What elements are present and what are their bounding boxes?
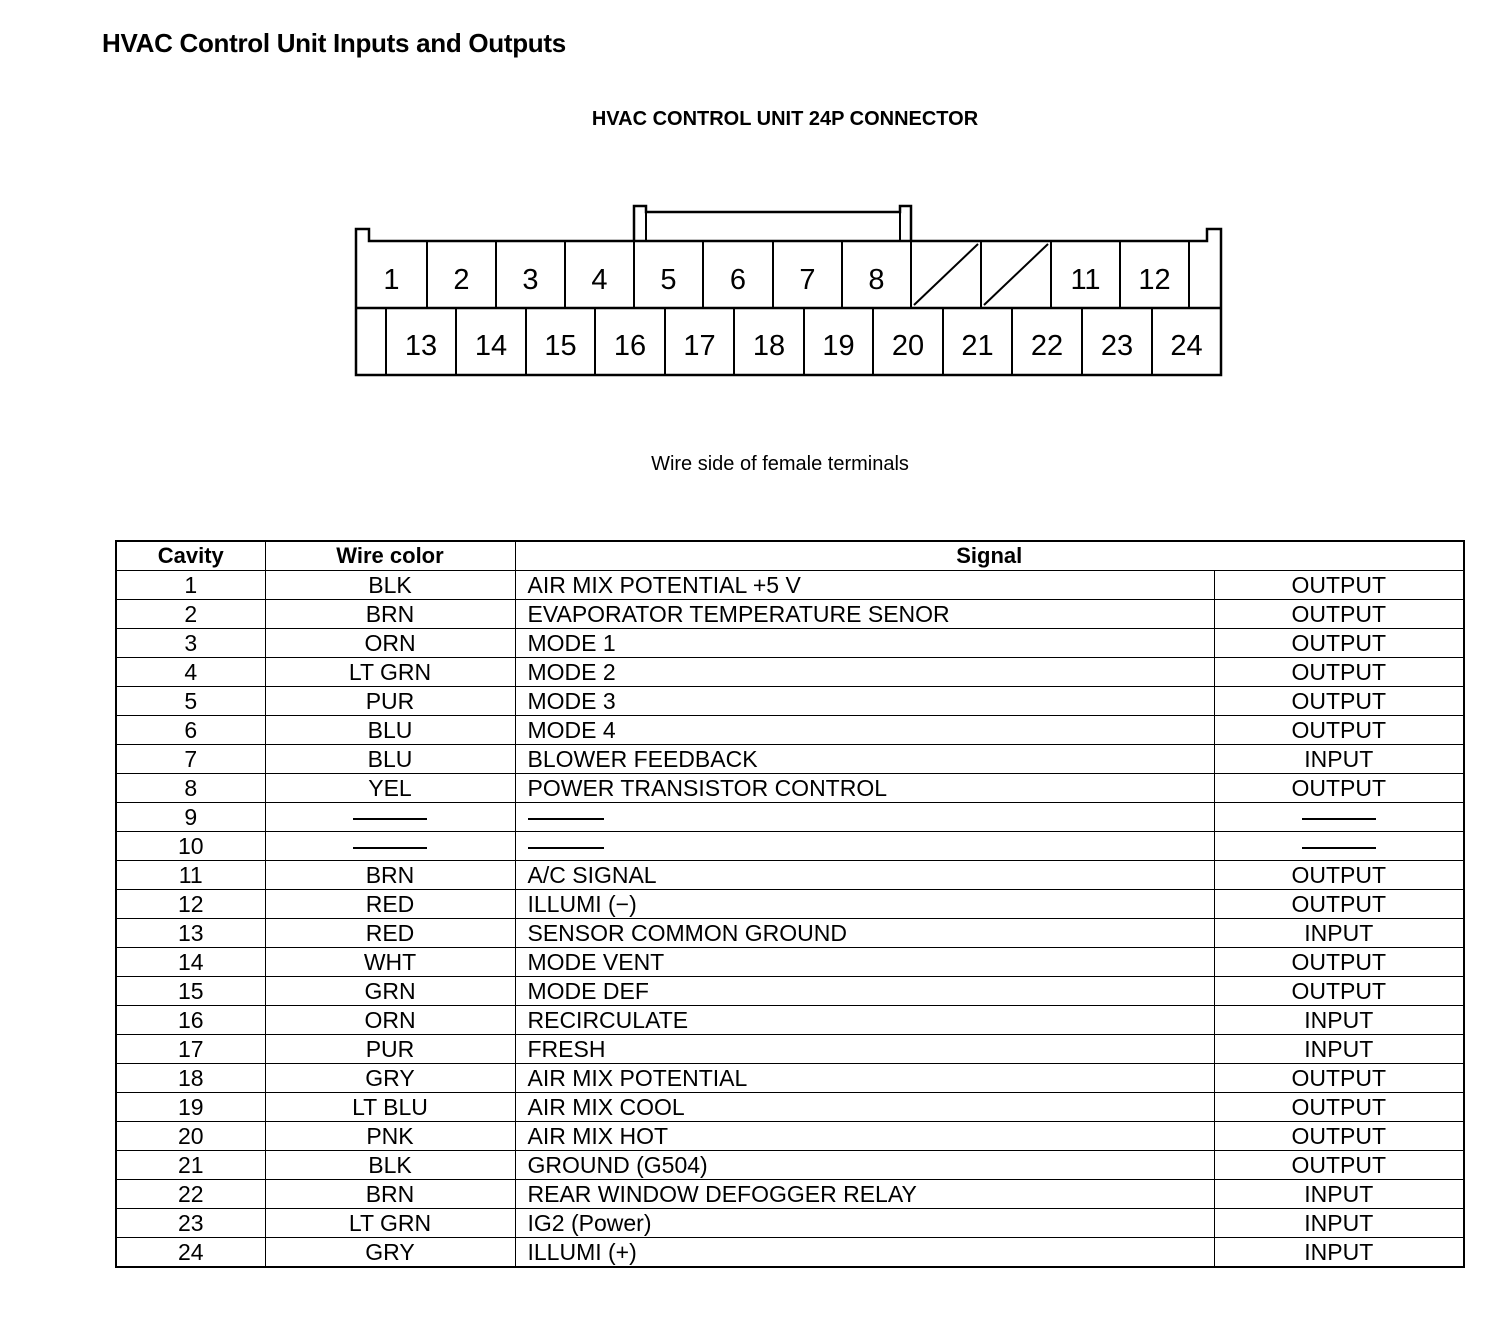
cavity-label-21: 21 — [961, 330, 994, 362]
header-signal: Signal — [515, 541, 1464, 571]
cavity-label-18: 18 — [752, 330, 786, 362]
table-row — [116, 774, 1464, 803]
table-row — [116, 1180, 1464, 1209]
cavity-label-2: 2 — [453, 264, 470, 296]
cavity-cell: 15 — [116, 977, 265, 1006]
table-row — [116, 745, 1464, 774]
io-cell: INPUT — [1214, 919, 1464, 948]
signal-cell: A/C SIGNAL — [515, 861, 1214, 890]
wire-color-cell: GRY — [265, 1064, 515, 1093]
cavity-cell: 1 — [116, 571, 265, 600]
cavity-cell: 17 — [116, 1035, 265, 1064]
io-cell: OUTPUT — [1214, 774, 1464, 803]
signal-cell: EVAPORATOR TEMPERATURE SENOR — [515, 600, 1214, 629]
wire-color-cell: RED — [265, 890, 515, 919]
connector-title: HVAC CONTROL UNIT 24P CONNECTOR — [591, 108, 979, 130]
empty-dash — [1302, 818, 1376, 820]
signal-cell: MODE 1 — [515, 629, 1214, 658]
table-row — [116, 919, 1464, 948]
wire-color-cell: YEL — [265, 774, 515, 803]
signal-cell — [515, 832, 1214, 861]
io-cell: OUTPUT — [1214, 1122, 1464, 1151]
table-row — [116, 571, 1464, 600]
wire-color-cell: BRN — [265, 861, 515, 890]
wire-color-cell: BLK — [265, 571, 515, 600]
table-row — [116, 1238, 1464, 1268]
wire-color-cell: LT BLU — [265, 1093, 515, 1122]
wire-color-cell: WHT — [265, 948, 515, 977]
signal-cell: IG2 (Power) — [515, 1209, 1214, 1238]
wire-color-cell: PUR — [265, 687, 515, 716]
cavity-label-7: 7 — [799, 264, 816, 296]
empty-dash — [353, 818, 427, 820]
table-row — [116, 1064, 1464, 1093]
wire-color-cell: BRN — [265, 600, 515, 629]
table-row — [116, 629, 1464, 658]
io-cell — [1214, 803, 1464, 832]
wire-color-cell: LT GRN — [265, 658, 515, 687]
cavity-10-blank — [984, 244, 1048, 305]
cavity-cell: 24 — [116, 1238, 265, 1268]
cavity-9-blank — [914, 244, 978, 305]
connector-caption: Wire side of female terminals — [651, 453, 909, 475]
table-row — [116, 948, 1464, 977]
wire-color-cell: BLU — [265, 745, 515, 774]
cavity-cell: 16 — [116, 1006, 265, 1035]
table-row — [116, 977, 1464, 1006]
cavity-label-6: 6 — [729, 264, 747, 296]
signal-cell: AIR MIX POTENTIAL +5 V — [515, 571, 1214, 600]
io-cell: INPUT — [1214, 1006, 1464, 1035]
cavity-label-8: 8 — [868, 264, 885, 296]
cavity-cell: 18 — [116, 1064, 265, 1093]
signal-cell: AIR MIX HOT — [515, 1122, 1214, 1151]
table-row — [116, 1093, 1464, 1122]
cavity-cell: 11 — [116, 861, 265, 890]
wire-color-cell — [265, 832, 515, 861]
signal-cell: BLOWER FEEDBACK — [515, 745, 1214, 774]
signal-cell: POWER TRANSISTOR CONTROL — [515, 774, 1214, 803]
io-cell: OUTPUT — [1214, 571, 1464, 600]
cavity-cell: 2 — [116, 600, 265, 629]
header-wire-color: Wire color — [265, 541, 515, 571]
signal-cell: MODE DEF — [515, 977, 1214, 1006]
io-cell: INPUT — [1214, 745, 1464, 774]
connector-diagram — [0, 0, 1504, 420]
cavity-label-15: 15 — [544, 330, 577, 362]
header-cavity: Cavity — [116, 541, 265, 571]
signal-cell: RECIRCULATE — [515, 1006, 1214, 1035]
cavity-cell: 19 — [116, 1093, 265, 1122]
io-cell: OUTPUT — [1214, 1093, 1464, 1122]
signal-cell: MODE 3 — [515, 687, 1214, 716]
cavity-cell: 20 — [116, 1122, 265, 1151]
signal-cell: SENSOR COMMON GROUND — [515, 919, 1214, 948]
wire-color-cell: ORN — [265, 1006, 515, 1035]
cavity-cell: 5 — [116, 687, 265, 716]
io-cell: OUTPUT — [1214, 861, 1464, 890]
wire-color-cell: BLU — [265, 716, 515, 745]
io-cell: INPUT — [1214, 1035, 1464, 1064]
table-row — [116, 890, 1464, 919]
io-cell: OUTPUT — [1214, 977, 1464, 1006]
cavity-label-20: 20 — [891, 330, 925, 362]
cavity-label-13: 13 — [404, 330, 438, 362]
io-cell: OUTPUT — [1214, 687, 1464, 716]
signal-cell: AIR MIX POTENTIAL — [515, 1064, 1214, 1093]
cavity-cell: 12 — [116, 890, 265, 919]
cavity-label-19: 19 — [822, 330, 855, 362]
empty-dash — [528, 818, 604, 820]
cavity-label-12: 12 — [1138, 264, 1171, 296]
cavity-label-16: 16 — [613, 330, 647, 362]
cavity-cell: 9 — [116, 803, 265, 832]
cavity-label-23: 23 — [1100, 330, 1134, 362]
cavity-label-11: 11 — [1070, 264, 1101, 296]
signal-cell: MODE 4 — [515, 716, 1214, 745]
table-row — [116, 803, 1464, 832]
wire-color-cell: GRN — [265, 977, 515, 1006]
table-row — [116, 658, 1464, 687]
table-row — [116, 1122, 1464, 1151]
signal-cell: GROUND (G504) — [515, 1151, 1214, 1180]
page-title: HVAC Control Unit Inputs and Outputs — [102, 28, 566, 58]
io-cell — [1214, 832, 1464, 861]
empty-dash — [528, 847, 604, 849]
cavity-cell: 7 — [116, 745, 265, 774]
io-cell: INPUT — [1214, 1209, 1464, 1238]
table-row — [116, 716, 1464, 745]
signal-cell: ILLUMI (−) — [515, 890, 1214, 919]
table-row — [116, 1006, 1464, 1035]
io-cell: OUTPUT — [1214, 890, 1464, 919]
wire-color-cell: ORN — [265, 629, 515, 658]
signal-cell: REAR WINDOW DEFOGGER RELAY — [515, 1180, 1214, 1209]
wire-color-cell: LT GRN — [265, 1209, 515, 1238]
table-row — [116, 861, 1464, 890]
cavity-cell: 21 — [116, 1151, 265, 1180]
io-cell: OUTPUT — [1214, 629, 1464, 658]
cavity-cell: 8 — [116, 774, 265, 803]
empty-dash — [353, 847, 427, 849]
table-row — [116, 1035, 1464, 1064]
wire-color-cell: PUR — [265, 1035, 515, 1064]
cavity-label-24: 24 — [1170, 330, 1203, 362]
cavity-label-22: 22 — [1030, 330, 1064, 362]
cavity-label-3: 3 — [522, 264, 539, 296]
empty-dash — [1302, 847, 1376, 849]
wire-color-cell: BLK — [265, 1151, 515, 1180]
wire-color-cell: RED — [265, 919, 515, 948]
cavity-cell: 13 — [116, 919, 265, 948]
cavity-cell: 3 — [116, 629, 265, 658]
signal-cell: FRESH — [515, 1035, 1214, 1064]
cavity-label-14: 14 — [474, 330, 508, 362]
table-row — [116, 600, 1464, 629]
io-cell: OUTPUT — [1214, 1064, 1464, 1093]
signal-cell: ILLUMI (+) — [515, 1238, 1214, 1268]
io-cell: OUTPUT — [1214, 716, 1464, 745]
cavity-label-4: 4 — [591, 264, 608, 296]
cavity-cell: 14 — [116, 948, 265, 977]
signal-cell: AIR MIX COOL — [515, 1093, 1214, 1122]
io-cell: OUTPUT — [1214, 600, 1464, 629]
cavity-label-5: 5 — [660, 264, 677, 296]
table-row — [116, 1209, 1464, 1238]
cavity-cell: 6 — [116, 716, 265, 745]
wire-color-cell: BRN — [265, 1180, 515, 1209]
wire-color-cell: GRY — [265, 1238, 515, 1268]
io-cell: OUTPUT — [1214, 1151, 1464, 1180]
cavity-cell: 22 — [116, 1180, 265, 1209]
io-cell: OUTPUT — [1214, 658, 1464, 687]
table-row — [116, 1151, 1464, 1180]
wire-color-cell: PNK — [265, 1122, 515, 1151]
cavity-cell: 10 — [116, 832, 265, 861]
table-header-row — [116, 541, 1464, 571]
table-row — [116, 832, 1464, 861]
io-cell: INPUT — [1214, 1180, 1464, 1209]
cavity-cell: 4 — [116, 658, 265, 687]
io-cell: INPUT — [1214, 1238, 1464, 1268]
io-cell: OUTPUT — [1214, 948, 1464, 977]
cavity-label-17: 17 — [683, 330, 716, 362]
cavity-cell: 23 — [116, 1209, 265, 1238]
signal-cell: MODE 2 — [515, 658, 1214, 687]
table-row — [116, 687, 1464, 716]
pinout-table — [115, 540, 1465, 1268]
signal-cell — [515, 803, 1214, 832]
wire-color-cell — [265, 803, 515, 832]
signal-cell: MODE VENT — [515, 948, 1214, 977]
cavity-label-1: 1 — [383, 264, 400, 296]
